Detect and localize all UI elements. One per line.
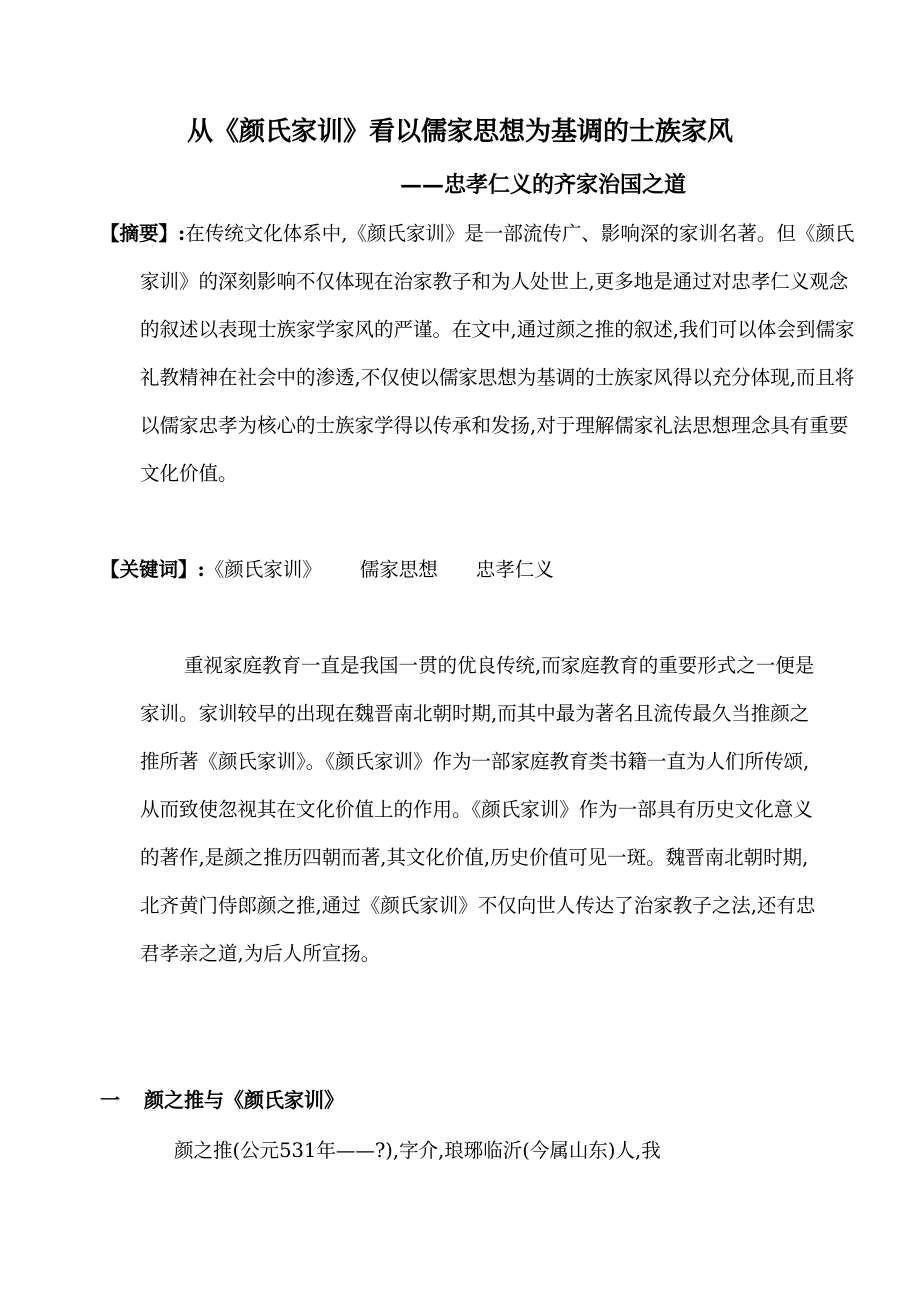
intro-paragraph: 重视家庭教育一直是我国一贯的优良传统,而家庭教育的重要形式之一便是家训。家训较早的出现在魏晋南北朝时期,而其中最为著名且流传最久当推颜之推所著《颜氏家训》。《颜氏家训》作为一部家庭教育类书籍一直为人们所传颂,从而致使忽视其在文化价值上的作用。《颜氏家训》作为一部具有历史文化意义的著作,是颜之推历四朝而著,其文化价值,历史价值可见一斑。魏晋南北朝时期,北齐黄门侍郎颜之推,通过《颜氏家训》不仅向世人传达了治家教子之法,还有忠君孝亲之道,为后人所宣扬。 [140, 654, 816, 965]
abstract-text: 在传统文化体系中,《颜氏家训》是一部流传广、影响深的家训名著。但《颜氏家训》的深刻影响不仅体现在治家教子和为人处世上,更多地是通过对忠孝仁义观念的叙述以表现士族家学家风的严谨。在文中,通过颜之推的叙述,我们可以体会到儒家礼教精神在社会中的渗透,不仅使以儒家思想为基调的士族家风得以充分体现,而且将以儒家忠孝为核心的士族家学得以传承和发扬,对于理解儒家礼法思想理念具有重要文化价值。 [140, 222, 855, 485]
section-first-line: 颜之推(公元531年——?),字介,琅琊临沂(今属山东)人,我 [174, 1139, 661, 1162]
keywords-label: 【关键词】: [100, 558, 205, 581]
section-heading [100, 1078, 344, 1122]
document-subtitle: ——忠孝仁义的齐家治国之道 [400, 172, 687, 198]
abstract-label: 【摘要】: [100, 222, 186, 245]
keyword-item: 忠孝仁义 [475, 558, 554, 581]
keyword-item: 儒家思想 [359, 558, 438, 581]
section-number: 一 [100, 1088, 120, 1112]
abstract-paragraph [100, 210, 860, 498]
section-title: 颜之推与《颜氏家训》 [144, 1088, 344, 1112]
document-title: 从《颜氏家训》看以儒家思想为基调的士族家风 [186, 117, 733, 147]
keywords-line [100, 546, 820, 594]
keyword-item: 《颜氏家训》 [204, 558, 322, 581]
